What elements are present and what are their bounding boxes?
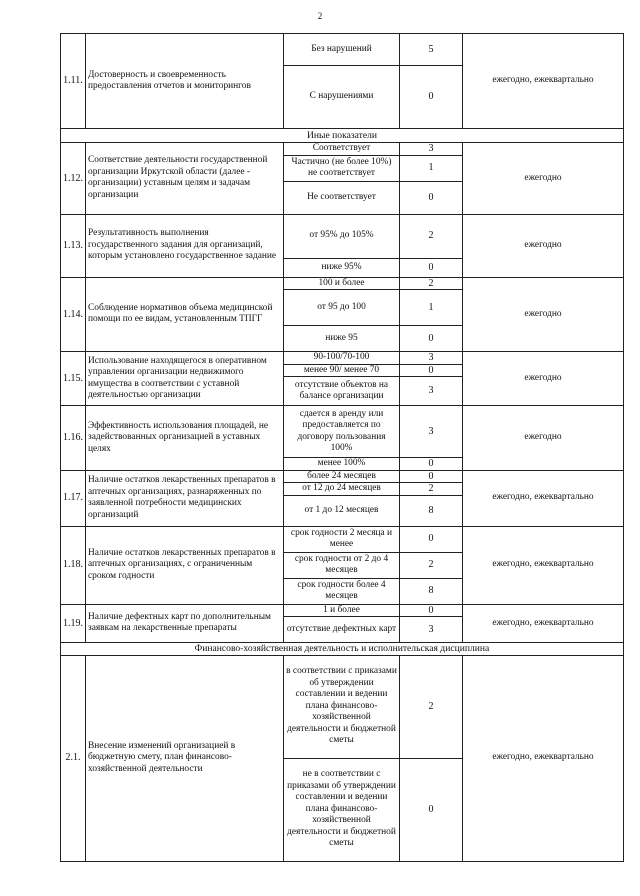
row-number: 1.16. (61, 406, 86, 471)
criterion: 1 и более (284, 604, 400, 617)
score: 2 (400, 552, 463, 578)
score: 0 (400, 470, 463, 483)
row-number: 1.18. (61, 526, 86, 604)
row-number: 1.19. (61, 604, 86, 643)
indicator-name: Внесение изменений организацией в бюджетную смету, план финансово-хозяйственной деятельности (86, 655, 284, 861)
score: 3 (400, 377, 463, 406)
table-row (61, 34, 624, 66)
score: 8 (400, 495, 463, 526)
criterion: срок годности 2 месяца и менее (284, 526, 400, 552)
frequency: ежегодно (463, 214, 624, 277)
score: 3 (400, 143, 463, 156)
criterion: от 12 до 24 месяцев (284, 483, 400, 496)
section-header-row (61, 643, 624, 656)
score: 0 (400, 258, 463, 277)
indicator-name: Наличие остатков лекарственных препаратов в аптечных организациях, разнаряженных по заявленной потребности медицинских организаций (86, 470, 284, 526)
score: 0 (400, 364, 463, 377)
criterion: срок годности более 4 месяцев (284, 578, 400, 604)
criterion: в соответствии с приказами об утверждении составлении и ведении плана финансово-хозяйственной деятельности и бюджетной сметы (284, 655, 400, 758)
criterion: Без нарушений (284, 34, 400, 66)
table-row (61, 526, 624, 552)
indicator-name: Эффективность использования площадей, не задействованных организацией в уставных целях (86, 406, 284, 471)
table-row (61, 655, 624, 758)
indicators-table (60, 33, 624, 862)
indicator-name: Результативность выполнения государственного задания для организаций, которым установлено государственное задание (86, 214, 284, 277)
section-header-row (61, 129, 624, 143)
frequency: ежегодно (463, 352, 624, 406)
criterion: менее 100% (284, 458, 400, 471)
section-title: Иные показатели (61, 129, 624, 143)
table-row (61, 352, 624, 365)
score: 2 (400, 277, 463, 290)
score: 8 (400, 578, 463, 604)
frequency: ежегодно (463, 143, 624, 215)
score: 0 (400, 458, 463, 471)
criterion: 100 и более (284, 277, 400, 290)
criterion: не в соответствии с приказами об утверждении составлении и ведении плана финансово-хозяйственной деятельности и бюджетной сметы (284, 758, 400, 861)
indicator-name: Соответствие деятельности государственной организации Иркутской области (далее - организации) уставным целям и задачам организации (86, 143, 284, 215)
score: 3 (400, 617, 463, 643)
score: 3 (400, 406, 463, 458)
frequency: ежегодно, ежеквартально (463, 604, 624, 643)
indicator-name: Наличие дефектных карт по дополнительным заявкам на лекарственные препараты (86, 604, 284, 643)
row-number: 1.15. (61, 352, 86, 406)
criterion: сдается в аренду или предоставляется по договору пользования 100% (284, 406, 400, 458)
criterion: от 95% до 105% (284, 214, 400, 258)
row-number: 1.17. (61, 470, 86, 526)
criterion: отсутствие объектов на балансе организации (284, 377, 400, 406)
criterion: 90-100/70-100 (284, 352, 400, 365)
criterion: от 1 до 12 месяцев (284, 495, 400, 526)
criterion: Не соответствует (284, 181, 400, 214)
score: 2 (400, 214, 463, 258)
score: 0 (400, 526, 463, 552)
score: 2 (400, 483, 463, 496)
table-row (61, 470, 624, 483)
table-row (61, 406, 624, 458)
score: 0 (400, 604, 463, 617)
score: 0 (400, 181, 463, 214)
score: 2 (400, 655, 463, 758)
section-title: Финансово-хозяйственная деятельность и исполнительская дисциплина (61, 643, 624, 656)
score: 5 (400, 34, 463, 66)
table-row (61, 214, 624, 258)
table-row (61, 604, 624, 617)
criterion: Соответствует (284, 143, 400, 156)
criterion: срок годности от 2 до 4 месяцев (284, 552, 400, 578)
criterion: ниже 95% (284, 258, 400, 277)
criterion: более 24 месяцев (284, 470, 400, 483)
row-number: 1.12. (61, 143, 86, 215)
frequency: ежегодно, ежеквартально (463, 526, 624, 604)
frequency: ежегодно (463, 406, 624, 471)
table-row (61, 143, 624, 156)
indicator-name: Использование находящегося в оперативном управлении организации недвижимого имущества в соответствии с уставной деятельностью организации (86, 352, 284, 406)
criterion: Частично (не более 10%) не соответствует (284, 155, 400, 181)
score: 1 (400, 290, 463, 326)
table-row (61, 277, 624, 290)
row-number: 1.14. (61, 277, 86, 352)
indicator-name: Достоверность и своевременность предоставления отчетов и мониторингов (86, 34, 284, 129)
frequency: ежегодно, ежеквартально (463, 470, 624, 526)
frequency: ежегодно, ежеквартально (463, 34, 624, 129)
score: 0 (400, 326, 463, 352)
criterion: от 95 до 100 (284, 290, 400, 326)
row-number: 1.11. (61, 34, 86, 129)
criterion: отсутствие дефектных карт (284, 617, 400, 643)
criterion: менее 90/ менее 70 (284, 364, 400, 377)
score: 3 (400, 352, 463, 365)
row-number: 2.1. (61, 655, 86, 861)
criterion: ниже 95 (284, 326, 400, 352)
score: 0 (400, 758, 463, 861)
score: 0 (400, 66, 463, 129)
indicator-name: Наличие остатков лекарственных препаратов в аптечных организациях, с ограниченным сроком годности (86, 526, 284, 604)
page-number: 2 (317, 11, 323, 21)
frequency: ежегодно (463, 277, 624, 352)
row-number: 1.13. (61, 214, 86, 277)
score: 1 (400, 155, 463, 181)
frequency: ежегодно, ежеквартально (463, 655, 624, 861)
criterion: С нарушениями (284, 66, 400, 129)
indicator-name: Соблюдение нормативов объема медицинской помощи по ее видам, установленным ТПГГ (86, 277, 284, 352)
